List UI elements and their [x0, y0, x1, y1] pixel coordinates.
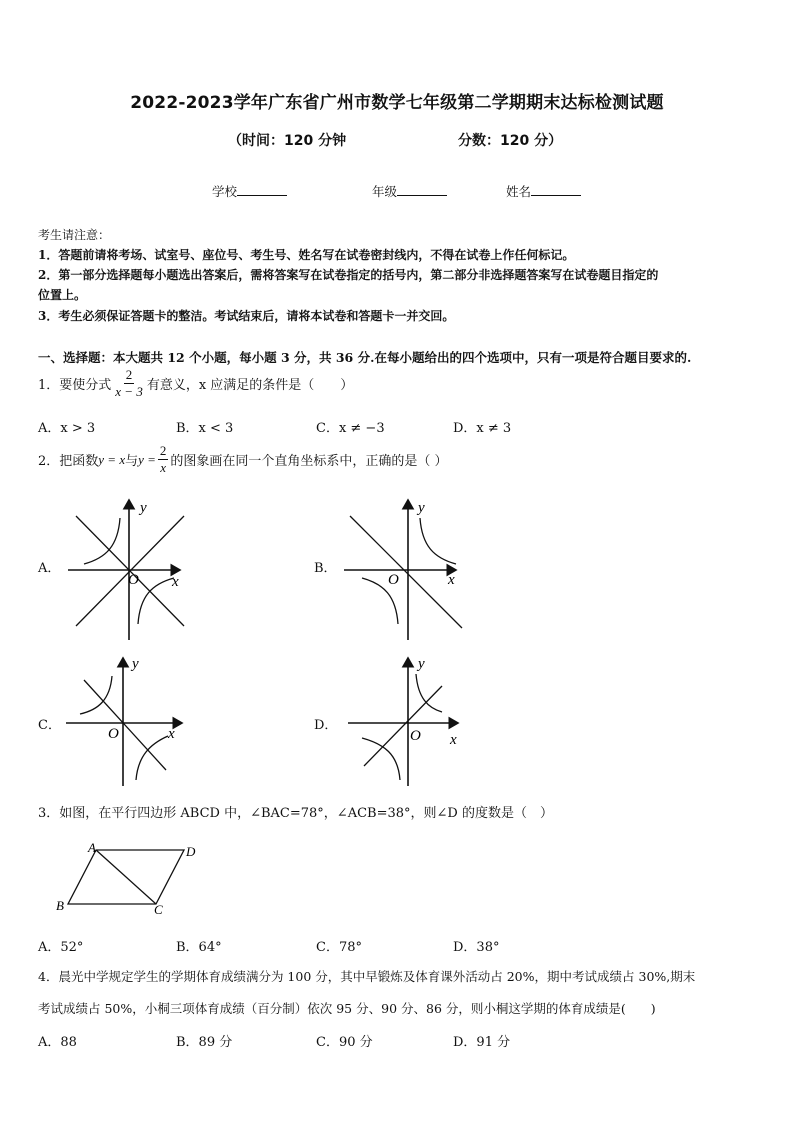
q1-prefix: 1．要使分式 — [38, 378, 112, 393]
q2-graph-b[interactable] — [338, 494, 478, 644]
vertex-b: B — [56, 898, 64, 913]
x-label: x — [168, 726, 175, 742]
q1-fraction — [113, 367, 145, 400]
y-label: y — [140, 500, 147, 516]
name-blank — [531, 183, 581, 196]
line-y-eq-neg-x — [350, 516, 462, 628]
q1-option-c[interactable]: C．x ≠ −3 — [316, 421, 385, 436]
y-label: y — [418, 656, 425, 672]
q1-suffix: 有意义，x 应满足的条件是（ ） — [146, 378, 354, 393]
q2-mid: 与 — [125, 454, 139, 469]
q3-option-d[interactable]: D．38° — [453, 940, 500, 955]
notice-item-2: 2．第一部分选择题每小题选出答案后，需将答案写在试卷指定的括号内，第二部分非选择题答案写在试卷题目指定的 — [38, 268, 659, 282]
q1-numerator: 2 — [125, 367, 133, 382]
school-field — [212, 182, 287, 200]
q2-func-1: y = x — [98, 451, 126, 467]
name-field — [506, 182, 581, 200]
q2-graph-d[interactable] — [344, 652, 474, 792]
x-label: x — [448, 572, 455, 588]
q2-denominator: x — [160, 460, 167, 475]
q2-option-c-label[interactable]: C． — [38, 718, 61, 733]
hyperbola-branch — [84, 518, 120, 564]
grade-label: 年级 — [372, 184, 398, 199]
vertex-a: A — [88, 840, 96, 855]
q2-graph-a[interactable] — [62, 494, 202, 644]
q2-option-b-label[interactable]: B． — [314, 561, 337, 576]
q3-option-b[interactable]: B．64° — [176, 940, 222, 955]
diagonal-ac — [96, 850, 156, 904]
question-1 — [38, 367, 353, 400]
q2-prefix: 2．把函数 — [38, 454, 99, 469]
q1-option-a[interactable]: A．x > 3 — [38, 421, 96, 436]
q3-option-a[interactable]: A．52° — [38, 940, 84, 955]
grade-blank — [397, 183, 447, 196]
q4-option-c[interactable]: C．90 分 — [316, 1035, 373, 1050]
vertex-d: D — [186, 844, 196, 859]
question-3: 3．如图，在平行四边形 ABCD 中，∠BAC=78°，∠ACB=38°，则∠D 的度数是（ ） — [38, 806, 553, 821]
school-label: 学校 — [212, 184, 238, 199]
notice-item-3: 3．考生必须保证答题卡的整洁。考试结束后，请将本试卷和答题卡一并交回。 — [38, 309, 455, 323]
school-blank — [237, 183, 287, 196]
q2-fraction — [158, 443, 169, 476]
q2-func-2-lhs: y = — [138, 451, 156, 467]
origin-label: O — [128, 572, 139, 588]
exam-score: 分数：120 分） — [458, 133, 563, 149]
q3-option-c[interactable]: C．78° — [316, 940, 362, 955]
vertex-c: C — [154, 902, 163, 917]
y-label: y — [132, 656, 139, 672]
line-y-eq-x — [364, 686, 442, 766]
notice-item-1: 1．答题前请将考场、试室号、座位号、考生号、姓名写在试卷密封线内，不得在试卷上作任何标记。 — [38, 248, 575, 262]
line-y-eq-neg-x — [84, 680, 166, 770]
section-heading: 一、选择题：本大题共 12 个小题，每小题 3 分，共 36 分.在每小题给出的四个选项中，只有一项是符合题目要求的. — [38, 350, 692, 365]
y-label: y — [418, 500, 425, 516]
origin-label: O — [108, 726, 119, 742]
q1-option-b[interactable]: B．x < 3 — [176, 421, 234, 436]
question-2 — [38, 443, 448, 476]
exam-time: （时间：120 分钟 — [228, 133, 347, 149]
notice-item-2-cont: 位置上。 — [38, 288, 87, 302]
q4-option-d[interactable]: D．91 分 — [453, 1035, 511, 1050]
question-4-line-2: 考试成绩占 50%，小桐三项体育成绩（百分制）依次 95 分、90 分、86 分，则小桐这学期的体育成绩是( ) — [38, 1001, 656, 1016]
x-label: x — [450, 732, 457, 748]
origin-label: O — [388, 572, 399, 588]
name-label: 姓名 — [506, 184, 532, 199]
q3-parallelogram — [52, 838, 212, 918]
q2-option-a-label[interactable]: A． — [38, 561, 61, 576]
hyperbola-branch — [416, 674, 442, 712]
x-label: x — [172, 574, 179, 590]
q2-graph-c[interactable] — [62, 652, 202, 792]
hyperbola-branch — [362, 738, 400, 780]
q1-option-d[interactable]: D．x ≠ 3 — [453, 421, 512, 436]
q2-numerator: 2 — [159, 443, 167, 458]
q2-suffix: 的图象画在同一个直角坐标系中，正确的是（ ） — [170, 454, 448, 469]
hyperbola-branch — [420, 518, 456, 564]
grade-field — [372, 182, 447, 200]
origin-label: O — [410, 728, 421, 744]
q4-option-a[interactable]: A．88 — [38, 1035, 77, 1050]
question-4-line-1: 4．晨光中学规定学生的学期体育成绩满分为 100 分，其中早锻炼及体育课外活动占 20%，期中考试成绩占 30%,期末 — [38, 969, 696, 984]
q1-denominator: x − 3 — [115, 384, 143, 399]
exam-title: 2022-2023学年广东省广州市数学七年级第二学期期末达标检测试题 — [130, 93, 664, 113]
notice-heading: 考生请注意： — [38, 228, 111, 242]
q2-option-d-label[interactable]: D． — [314, 718, 338, 733]
q4-option-b[interactable]: B．89 分 — [176, 1035, 233, 1050]
